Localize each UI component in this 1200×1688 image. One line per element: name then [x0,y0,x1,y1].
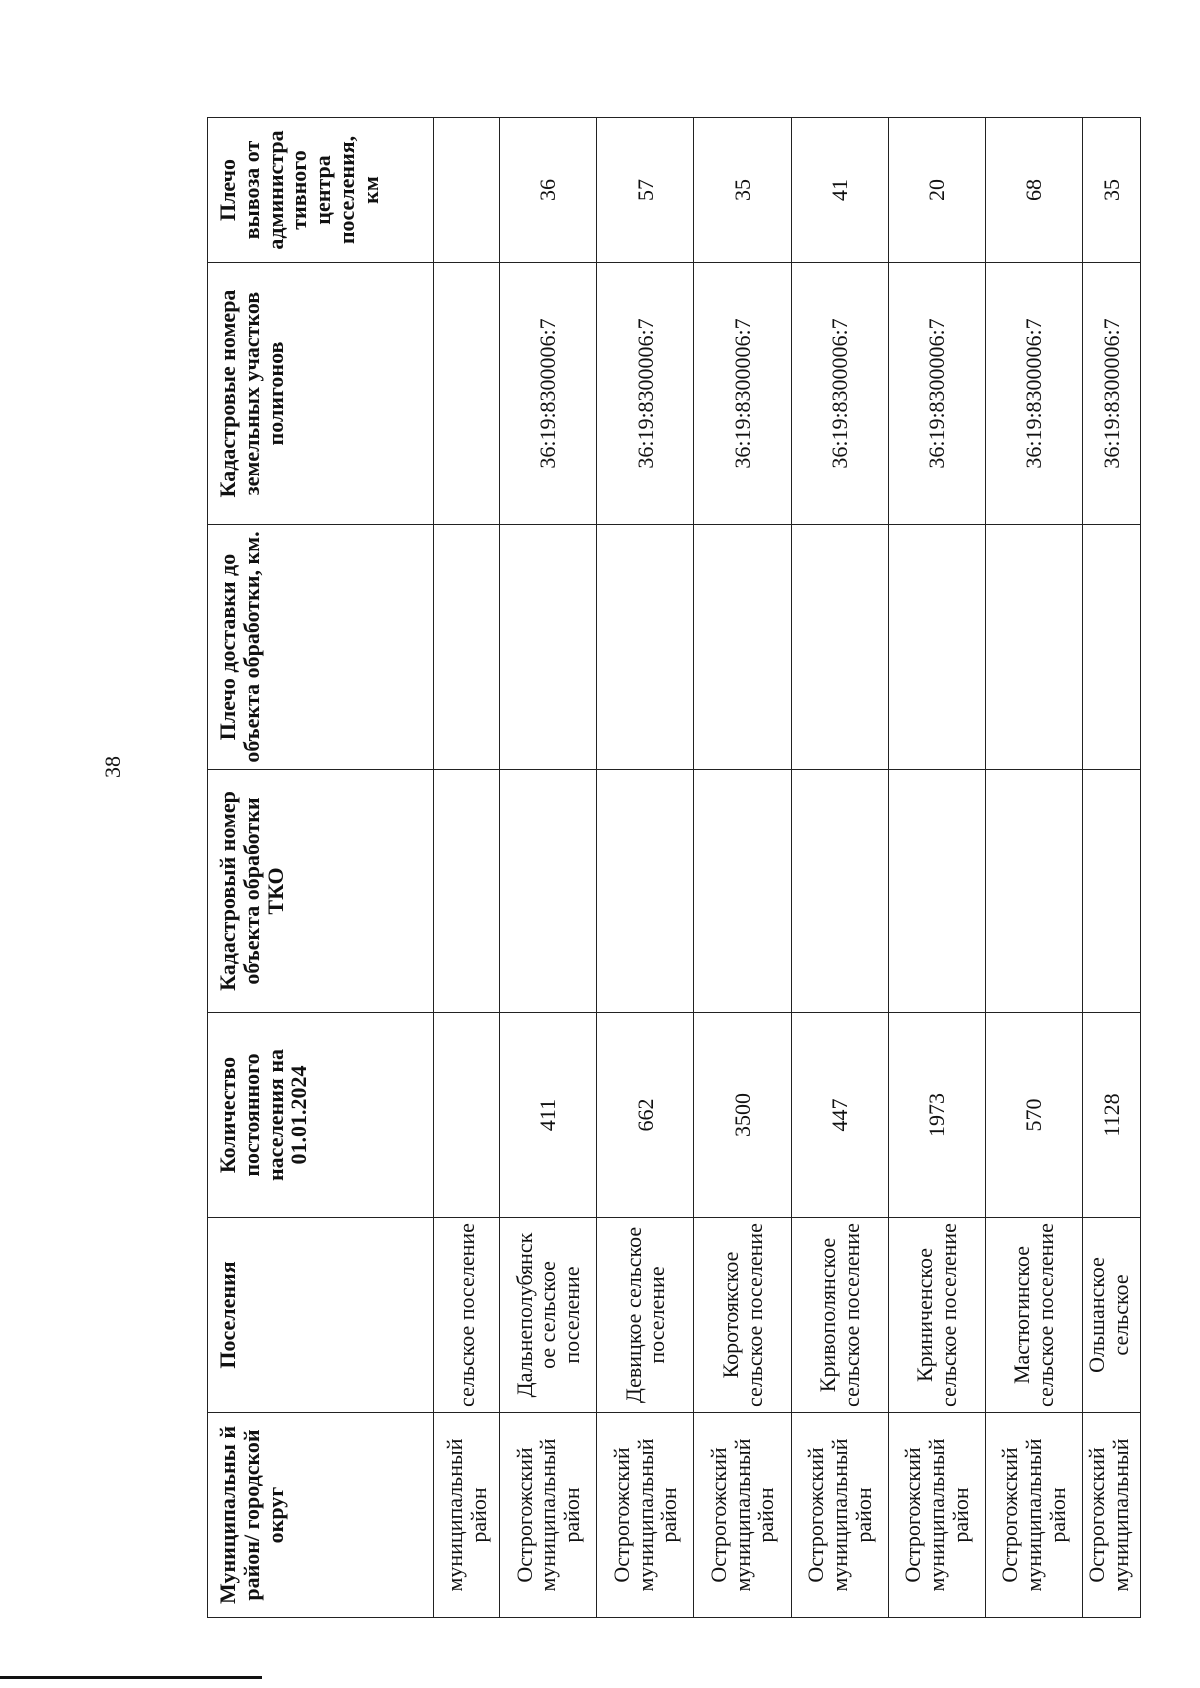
cell-settlement: Криниченское сельское поселение [888,1218,985,1413]
header-processing-cadastral: Кадастровый номер объекта обработки ТКО [208,770,434,1013]
cell-delivery-distance [985,525,1082,770]
cell-processing-cadastral [985,770,1082,1013]
cell-haul-distance: 35 [1082,118,1140,263]
cell-processing-cadastral [694,770,791,1013]
cell-district: Острогожский муниципальный [1082,1413,1140,1618]
cell-population: 1973 [888,1013,985,1218]
cell-settlement: Мастюгинское сельское поселение [985,1218,1082,1413]
cell-delivery-distance [791,525,888,770]
table-row [500,118,597,1618]
table-row [434,118,500,1618]
cell-population: 3500 [694,1013,791,1218]
cell-delivery-distance [1082,525,1140,770]
cell-settlement: Дальнеполубянск ое сельское поселение [500,1218,597,1413]
cell-haul-distance: 41 [791,118,888,263]
cell-processing-cadastral [791,770,888,1013]
cell-haul-distance: 20 [888,118,985,263]
header-row [208,118,434,1618]
table-row [694,118,791,1618]
cell-landfill-cadastral: 36:19:8300006:7 [1082,263,1140,525]
rotated-table-container [207,118,1141,1618]
cell-delivery-distance [694,525,791,770]
cell-landfill-cadastral: 36:19:8300006:7 [791,263,888,525]
cell-haul-distance: 36 [500,118,597,263]
table-row [888,118,985,1618]
cell-settlement: сельское поселение [434,1218,500,1413]
cell-delivery-distance [597,525,694,770]
cell-district: муниципальный район [434,1413,500,1618]
cell-delivery-distance [500,525,597,770]
cell-population: 447 [791,1013,888,1218]
cell-landfill-cadastral [434,263,500,525]
cell-haul-distance: 35 [694,118,791,263]
cell-haul-distance: 68 [985,118,1082,263]
header-landfill-cadastral: Кадастровые номера земельных участков полигонов [208,263,434,525]
cell-population: 570 [985,1013,1082,1218]
cell-district: Острогожский муниципальный район [694,1413,791,1618]
table-row [597,118,694,1618]
cell-settlement: Кривополянское сельское поселение [791,1218,888,1413]
cell-delivery-distance [434,525,500,770]
cell-processing-cadastral [434,770,500,1013]
cell-settlement: Коротоякское сельское поселение [694,1218,791,1413]
cell-population: 662 [597,1013,694,1218]
cell-haul-distance [434,118,500,263]
cell-district: Острогожский муниципальный район [597,1413,694,1618]
landfill-table [207,117,1141,1618]
header-haul-distance: Плечо вывоза от администра тивного центра поселения, км [208,118,434,263]
cell-population: 411 [500,1013,597,1218]
cell-processing-cadastral [1082,770,1140,1013]
cell-settlement: Девицкое сельское поселение [597,1218,694,1413]
cell-delivery-distance [888,525,985,770]
header-population: Количество постоянного населения на 01.01.2024 [208,1013,434,1218]
cell-landfill-cadastral: 36:19:8300006:7 [985,263,1082,525]
cell-landfill-cadastral: 36:19:8300006:7 [500,263,597,525]
cell-haul-distance: 57 [597,118,694,263]
header-delivery-distance: Плечо доставки до объекта обработки, км. [208,525,434,770]
page-number: 38 [100,756,125,778]
cell-processing-cadastral [888,770,985,1013]
header-settlement: Поселения [208,1218,434,1413]
cell-settlement: Ольшанское сельское [1082,1218,1140,1413]
table-row [985,118,1082,1618]
cell-population: 1128 [1082,1013,1140,1218]
cell-landfill-cadastral: 36:19:8300006:7 [597,263,694,525]
table-row [791,118,888,1618]
cell-landfill-cadastral: 36:19:8300006:7 [888,263,985,525]
footer-rule [0,1676,262,1679]
cell-population [434,1013,500,1218]
cell-district: Острогожский муниципальный район [888,1413,985,1618]
cell-district: Острогожский муниципальный район [791,1413,888,1618]
cell-processing-cadastral [500,770,597,1013]
cell-landfill-cadastral: 36:19:8300006:7 [694,263,791,525]
cell-district: Острогожский муниципальный район [500,1413,597,1618]
table-row [1082,118,1140,1618]
cell-processing-cadastral [597,770,694,1013]
header-district: Муниципальны й район/ городской округ [208,1413,434,1618]
cell-district: Острогожский муниципальный район [985,1413,1082,1618]
